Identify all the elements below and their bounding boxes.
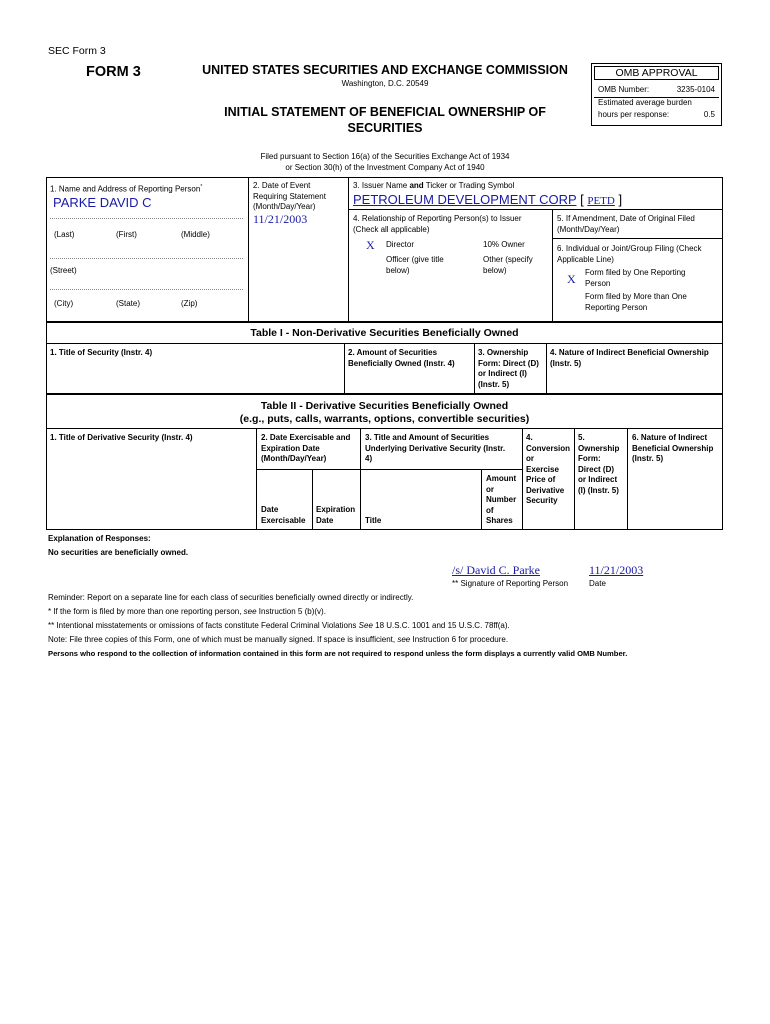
officer-label: Officer (give title below): [386, 255, 444, 275]
t2-col-expiration-date: Expiration Date: [316, 505, 356, 525]
t2-col-underlying-title: Title: [365, 516, 382, 525]
middle-label: (Middle): [181, 230, 210, 239]
t2-col-underlying: 3. Title and Amount of Securities Underlying Derivative Security (Instr. 4): [365, 433, 506, 463]
omb-burden-label: Estimated average burden: [598, 98, 692, 107]
omb-number-value: 3235-0104: [676, 85, 715, 94]
street-label: (Street): [50, 266, 77, 275]
t1-col-ownership: 3. Ownership Form: Direct (D) or Indirect (I) (Instr. 5): [478, 348, 539, 389]
event-date-value: 11/21/2003: [253, 212, 308, 226]
omb-persons-note: Persons who respond to the collection of information contained in this form are not required to respond unless the form displays a currently valid OMB Number.: [48, 649, 628, 658]
filing-type-label: 6. Individual or Joint/Group Filing (Check Applicable Line): [557, 244, 702, 264]
t2-col-dates: 2. Date Exercisable and Expiration Date (Month/Day/Year): [261, 433, 351, 463]
issuer-label: 3. Issuer Name and Ticker or Trading Symbol: [353, 181, 515, 190]
multiple-persons-note: * If the form is filed by more than one reporting person, see Instruction 5 (b)(v).: [48, 607, 326, 616]
t1-col-amount: 2. Amount of Securities Beneficially Owned (Instr. 4): [348, 348, 455, 368]
issuer-name-ticker: PETROLEUM DEVELOPMENT CORP [ PETD ]: [353, 192, 623, 207]
signature-date-label: Date: [589, 579, 606, 588]
first-label: (First): [116, 230, 137, 239]
filed-line1: Filed pursuant to Section 16(a) of the Securities Exchange Act of 1934: [260, 152, 510, 161]
reporting-person-name: PARKE DAVID C: [53, 195, 152, 210]
omb-title: OMB APPROVAL: [615, 67, 698, 79]
other-label: Other (specify below): [483, 255, 533, 275]
filed-line2: or Section 30(h) of the Investment Company Act of 1940: [285, 162, 485, 172]
misstatements-note: ** Intentional misstatements or omissions of facts constitute Federal Criminal Violations See 18 U.S.C. 1001 and 15 U.S.C. 78ff(a).: [48, 621, 510, 630]
one-person-label: Form filed by One Reporting Person: [585, 268, 686, 288]
signature-label: ** Signature of Reporting Person: [452, 579, 569, 588]
form-title-line2: SECURITIES: [347, 121, 423, 135]
reminder-note: Reminder: Report on a separate line for each class of securities beneficially owned directly or indirectly.: [48, 593, 414, 602]
filed-pursuant: [194, 152, 576, 173]
director-checkbox-mark[interactable]: X: [366, 238, 375, 252]
t2-col-ownership-form: 5. Ownership Form: Direct (D) or Indirect (I) (Instr. 5): [578, 433, 620, 495]
agency-title: UNITED STATES SECURITIES AND EXCHANGE COMMISSION: [202, 63, 568, 77]
amendment-label: 5. If Amendment, Date of Original Filed (Month/Day/Year): [557, 214, 695, 234]
t2-col-conversion: 4. Conversion or Exercise Price of Derivative Security: [526, 433, 571, 505]
form-title-line1: INITIAL STATEMENT OF BENEFICIAL OWNERSHIP OF: [224, 105, 546, 119]
sec-form-label: SEC Form 3: [48, 45, 106, 57]
form-title: [194, 104, 576, 136]
signature-date-value: 11/21/2003: [589, 563, 644, 577]
t2-col-amount-shares: Amount or Number of Shares: [486, 474, 517, 525]
t1-col-title: 1. Title of Security (Instr. 4): [50, 348, 153, 357]
omb-hours-value: 0.5: [703, 110, 715, 119]
explanation-heading: Explanation of Responses:: [48, 534, 151, 543]
issuer-name: PETROLEUM DEVELOPMENT CORP: [353, 192, 577, 207]
state-label: (State): [116, 299, 141, 308]
no-securities-note: No securities are beneficially owned.: [48, 548, 189, 557]
omb-hours-label: hours per response:: [598, 110, 670, 119]
t2-col-nature: 6. Nature of Indirect Beneficial Ownership (Instr. 5): [632, 433, 714, 463]
t2-col-date-exercisable: Date Exercisable: [261, 505, 306, 525]
signature-value: /s/ David C. Parke: [452, 563, 540, 577]
form-number: FORM 3: [86, 64, 141, 80]
event-date-label: 2. Date of Event Requiring Statement (Month/Day/Year): [253, 181, 326, 211]
t1-col-nature: 4. Nature of Indirect Beneficial Ownership (Instr. 5): [550, 348, 709, 368]
table-ii-title: Table II - Derivative Securities Beneficially Owned (e.g., puts, calls, warrants, options, convertible securities): [239, 400, 530, 425]
city-label: (City): [54, 299, 74, 308]
one-person-checkbox-mark[interactable]: X: [567, 272, 576, 286]
ten-percent-owner-label: 10% Owner: [483, 240, 525, 249]
last-label: (Last): [54, 230, 75, 239]
omb-number-label: OMB Number:: [598, 85, 650, 94]
copies-note: Note: File three copies of this Form, one of which must be manually signed. If space is insufficient, see Instruction 6 for procedure.: [48, 635, 509, 644]
agency-address: Washington, D.C. 20549: [341, 79, 429, 88]
more-persons-label: Form filed by More than One Reporting Person: [585, 292, 687, 312]
director-label: Director: [386, 240, 415, 249]
reporting-person-label: 1. Name and Address of Reporting Person*: [50, 184, 203, 194]
issuer-ticker: PETD: [587, 195, 615, 207]
table-i-title: Table I - Non-Derivative Securities Beneficially Owned: [250, 327, 519, 339]
zip-label: (Zip): [181, 299, 198, 308]
t2-col-title: 1. Title of Derivative Security (Instr. 4): [50, 433, 193, 442]
relationship-label: 4. Relationship of Reporting Person(s) to Issuer (Check all applicable): [353, 214, 522, 234]
